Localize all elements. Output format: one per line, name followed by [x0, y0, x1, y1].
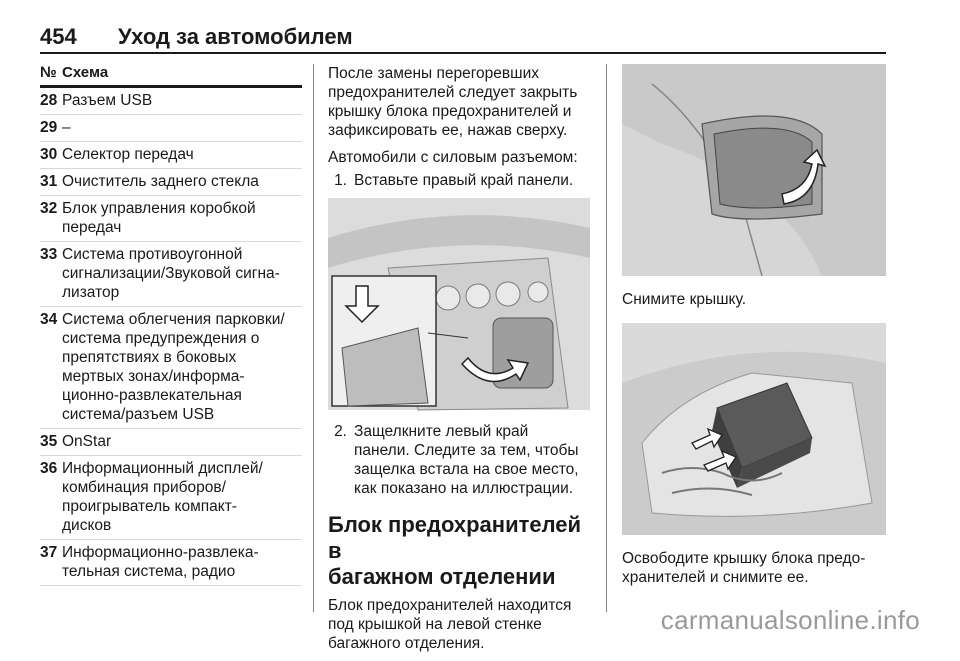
illustration-trunk-cover — [622, 64, 886, 276]
row-number: 37 — [40, 544, 58, 561]
row-number: 33 — [40, 246, 58, 263]
table-row — [40, 169, 302, 196]
page-title: Уход за автомобилем — [118, 24, 353, 49]
row-number: 28 — [40, 92, 58, 109]
paragraph: Блок предохранителей находится под крышкой на левой стенке багажного отделения. — [328, 597, 572, 652]
row-description: OnStar — [62, 433, 112, 450]
step-text: Вставьте правый край панели. — [354, 172, 574, 189]
page-number: 454 — [40, 24, 77, 49]
table-body — [40, 88, 302, 586]
trunk-cover-drawing — [622, 64, 886, 276]
table-row — [40, 456, 302, 540]
row-number: 31 — [40, 173, 58, 190]
row-description: Информационно-развлека- тельная система, радио — [62, 544, 259, 580]
row-description: Селектор передач — [62, 146, 194, 163]
step-2 — [328, 422, 590, 498]
row-number: 32 — [40, 200, 58, 217]
caption: Освободите крышку блока предо- хранителей и снимите ее. — [622, 550, 866, 586]
table-row — [40, 540, 302, 586]
row-number: 29 — [40, 119, 58, 136]
illustration-fuse-box-cover — [622, 323, 886, 535]
table-row — [40, 307, 302, 429]
console-panel-drawing — [328, 198, 590, 410]
row-description: Очиститель заднего стекла — [62, 173, 259, 190]
row-number: 34 — [40, 311, 58, 328]
table-row — [40, 142, 302, 169]
illustration-console-panel — [328, 198, 590, 410]
table-row — [40, 88, 302, 115]
page-header — [40, 18, 886, 54]
row-number: 35 — [40, 433, 58, 450]
watermark: carmanualsonline.info — [660, 605, 920, 635]
step-text: Защелкните левый край панели. Следите за тем, чтобы защелка встала на свое место, как показано на иллюстрации. — [354, 423, 579, 497]
row-description: Разъем USB — [62, 92, 153, 109]
table-row — [40, 115, 302, 142]
middle-column — [328, 64, 590, 661]
caption: Снимите крышку. — [622, 291, 747, 308]
row-number: 30 — [40, 146, 58, 163]
column-divider — [313, 64, 314, 612]
paragraph: Автомобили с силовым разъемом: — [328, 149, 578, 166]
section-heading: Блок предохранителей в багажном отделении — [328, 512, 582, 589]
table-row — [40, 242, 302, 307]
paragraph: После замены перегоревших предохранителей следует закрыть крышку блока предохранителей и зафиксировать ее, нажав сверху. — [328, 65, 578, 139]
row-description: Система облегчения парковки/ система предупреждения о препятствиях в боковых мертвых зонах/информа- ционно-развлекательная система/разъем USB — [62, 311, 285, 423]
right-column — [622, 64, 886, 587]
table-header — [40, 64, 302, 88]
column-header-number: № — [40, 64, 57, 81]
table-row — [40, 429, 302, 456]
row-description: Система противоугонной сигнализации/Звуковой сигна- лизатор — [62, 246, 280, 301]
step-number: 1. — [334, 172, 347, 189]
column-header-scheme: Схема — [62, 64, 109, 81]
table-row — [40, 196, 302, 242]
row-description: Блок управления коробкой передач — [62, 200, 256, 236]
fuse-table — [40, 64, 302, 586]
row-description: Информационный дисплей/ комбинация приборов/ проигрыватель компакт- дисков — [62, 460, 263, 534]
step-1 — [328, 171, 590, 190]
fuse-box-cover-drawing — [622, 323, 886, 535]
row-number: 36 — [40, 460, 58, 477]
column-divider — [606, 64, 607, 612]
row-description: – — [62, 119, 71, 136]
step-number: 2. — [334, 423, 347, 440]
